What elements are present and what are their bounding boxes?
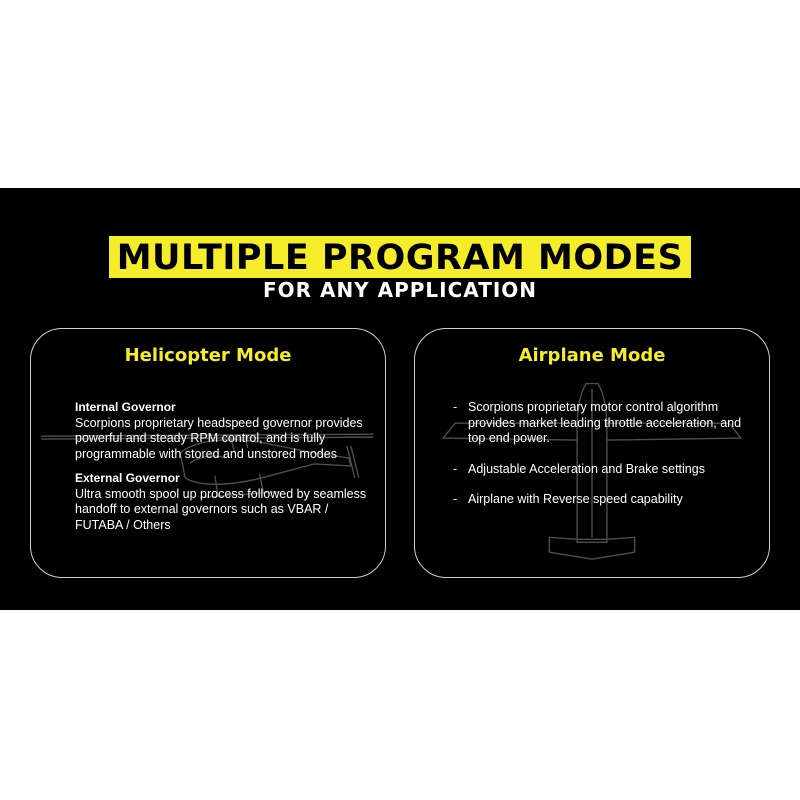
page-title: MULTIPLE PROGRAM MODES xyxy=(109,236,692,278)
list-dash: - xyxy=(453,400,458,414)
list-item xyxy=(453,400,753,447)
airplane-feature-list xyxy=(453,400,753,523)
external-governor-body: Ultra smooth spool up process followed by seamless handoff to external governors such as VBAR / FUTABA / Others xyxy=(75,486,367,532)
airplane-feature-1: Scorpions proprietary motor control algorithm provides market leading throttle acceleration, and top end power. xyxy=(468,400,742,445)
helicopter-mode-text xyxy=(75,400,375,542)
page-subtitle: FOR ANY APPLICATION xyxy=(262,278,538,302)
title-wrap xyxy=(0,236,800,278)
promo-banner xyxy=(0,188,800,610)
list-item xyxy=(453,492,753,508)
list-dash: - xyxy=(453,492,458,506)
airplane-feature-3: Airplane with Reverse speed capability xyxy=(468,492,683,506)
list-item xyxy=(453,462,753,478)
helicopter-mode-title: Helicopter Mode xyxy=(124,345,292,366)
airplane-mode-title: Airplane Mode xyxy=(518,345,666,366)
external-governor-heading: External Governor xyxy=(75,471,180,485)
helicopter-mode-card xyxy=(30,328,386,578)
internal-governor-body: Scorpions proprietary headspeed governor provides powerful and steady RPM control, and is fully programmable with stored and unstored modes xyxy=(75,415,363,461)
airplane-feature-2: Adjustable Acceleration and Brake settings xyxy=(468,461,705,476)
list-dash: - xyxy=(453,461,458,476)
airplane-mode-card xyxy=(414,328,770,578)
internal-governor-heading: Internal Governor xyxy=(75,400,176,414)
